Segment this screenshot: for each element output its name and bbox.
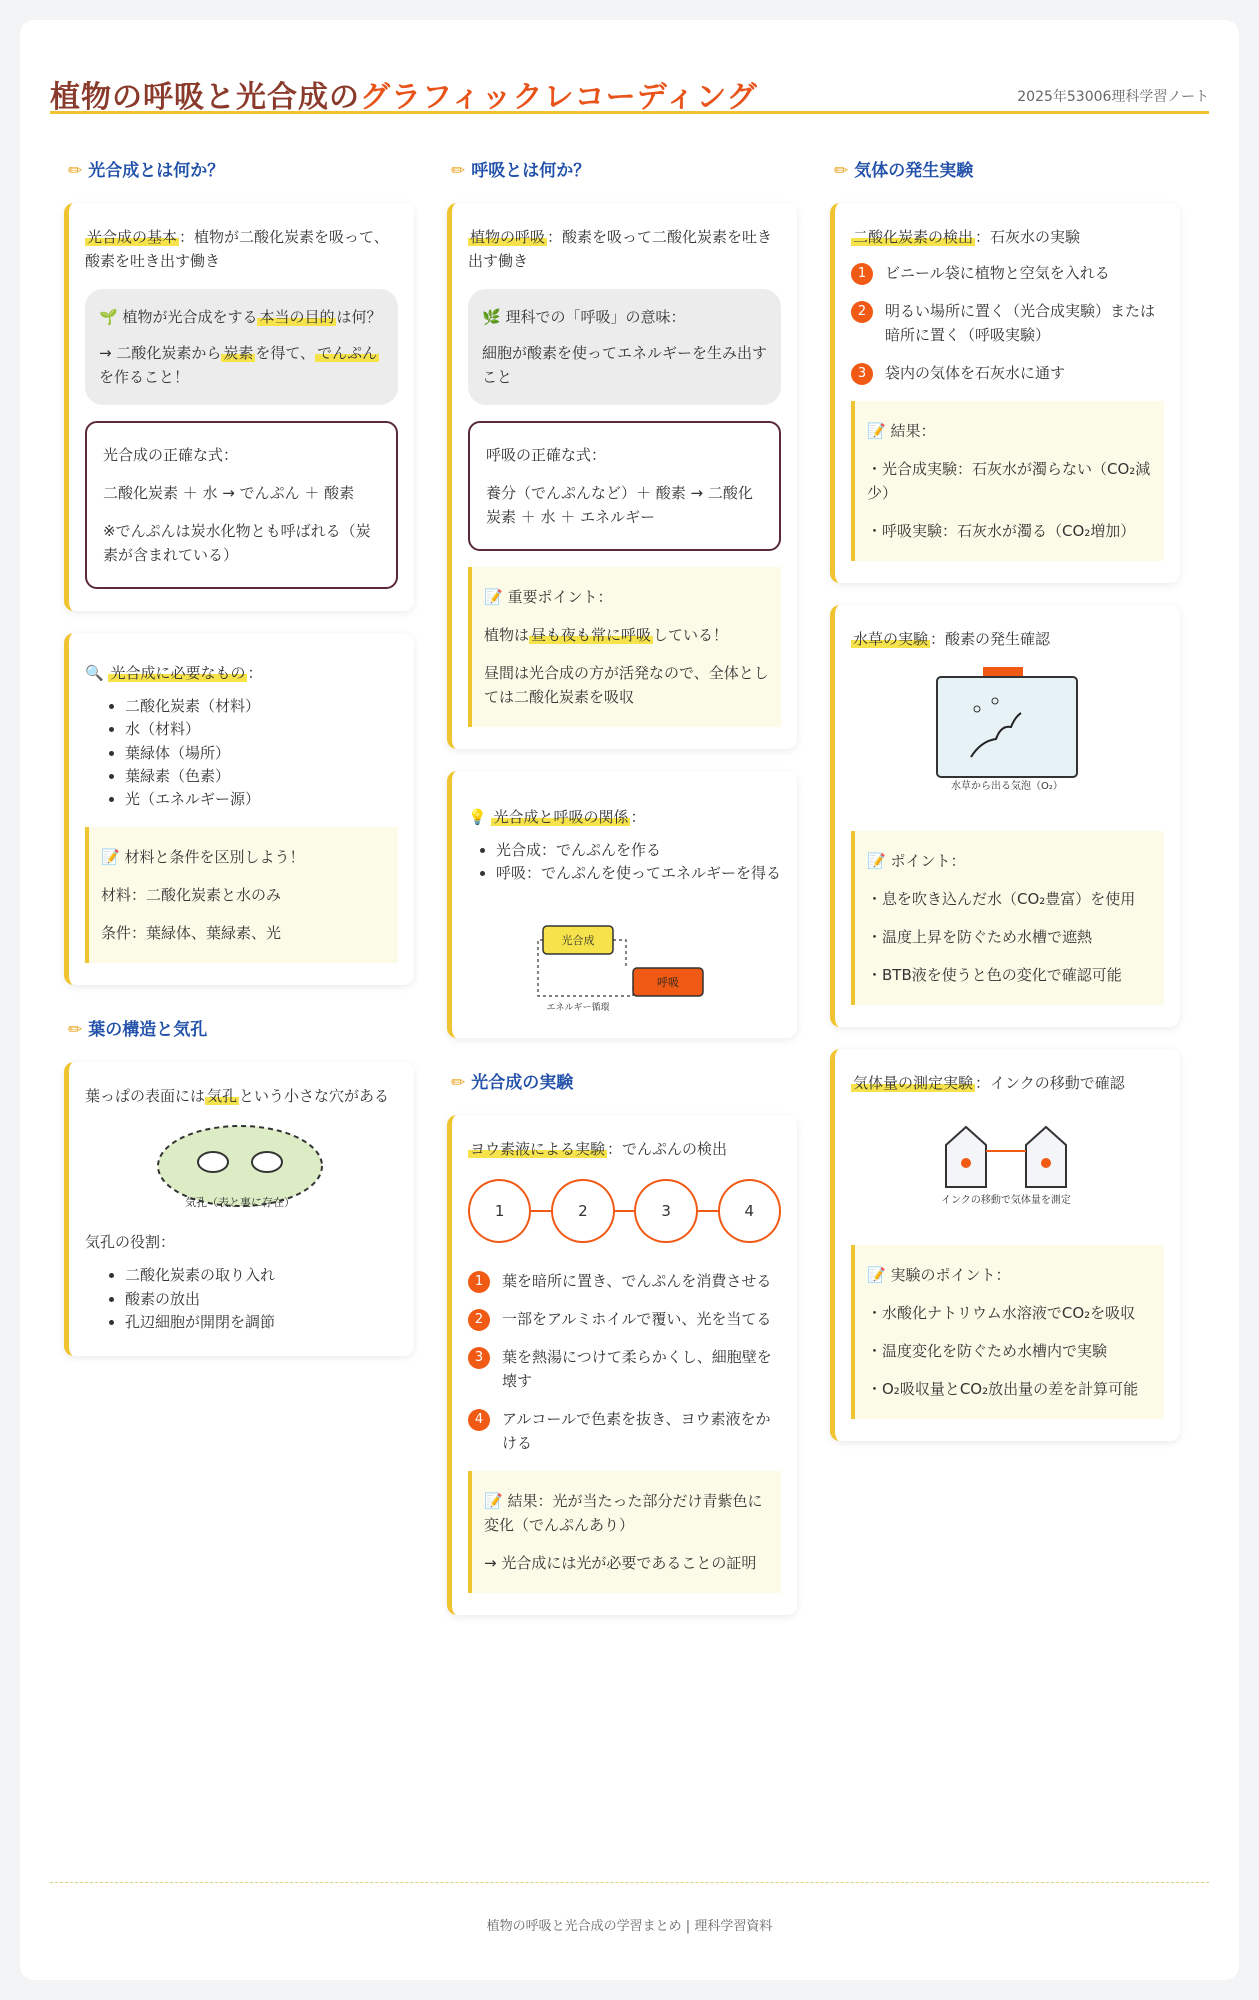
formula-box: 光合成の正確な式： 二酸化炭素 ＋ 水 → でんぷん ＋ 酸素 ※でんぷんは炭水化物とも呼ばれる（炭素が含まれている） bbox=[85, 421, 398, 589]
section-title-gas: ✏ 気体の発生実験 bbox=[834, 161, 974, 181]
speech-bubble: 🌱 植物が光合成をする 本当の目的 は何？ → 二酸化炭素から 炭素 を得て、 でんぷんを作ること！ bbox=[85, 289, 398, 405]
svg-text:呼吸: 呼吸 bbox=[657, 975, 679, 989]
list-item: • 孔辺細胞が開閉を調節 bbox=[125, 1311, 398, 1334]
note-box: 📝 ポイント： ・息を吹き込んだ水（CO₂豊富）を使用 ・温度上昇を防ぐため水槽で遮熱 ・BTB液を使うと色の変化で確認可能 bbox=[851, 831, 1164, 1005]
column-3 bbox=[830, 140, 1180, 1463]
list-item: • 葉緑素（色素） bbox=[125, 765, 398, 788]
note-box: 📝 結果：光が当たった部分だけ青紫色に変化（でんぷんあり） → 光合成には光が必要であることの証明 bbox=[468, 1471, 781, 1593]
lead-text: 水草の実験 ：酸素の発生確認 bbox=[853, 630, 1051, 648]
step-item: 2 一部をアルミホイルで覆い、光を当てる bbox=[468, 1307, 781, 1331]
svg-text:エネルギー循環: エネルギー循環 bbox=[546, 1002, 610, 1013]
formula-box: 呼吸の正確な式： 養分（でんぷんなど）＋ 酸素 → 二酸化炭素 ＋ 水 ＋ エネルギー bbox=[468, 421, 781, 551]
column-1 bbox=[64, 140, 414, 1378]
step-circle: 4 bbox=[718, 1179, 781, 1243]
magnifier-icon: 🔍 bbox=[85, 664, 104, 682]
note-box: 📝 材料と条件を区別しよう！ 材料：二酸化炭素と水のみ 条件：葉緑体、葉緑素、光 bbox=[85, 827, 398, 963]
step-circle: 2 bbox=[551, 1179, 614, 1243]
note-box: 📝 実験のポイント： ・水酸化ナトリウム水溶液でCO₂を吸収 ・温度変化を防ぐため水槽内で実験 ・O₂吸収量とCO₂放出量の差を計算可能 bbox=[851, 1245, 1164, 1419]
list-item: • 葉緑体（場所） bbox=[125, 742, 398, 765]
pencil-icon: ✏ bbox=[451, 161, 466, 181]
note-box: 📝 結果： ・光合成実験：石灰水が濁らない（CO₂減少） ・呼吸実験：石灰水が濁る（CO₂増加） bbox=[851, 401, 1164, 561]
column-2 bbox=[447, 140, 797, 1637]
footer: 植物の呼吸と光合成の学習まとめ | 理科学習資料 bbox=[50, 1882, 1209, 1934]
pencil-icon: ✏ bbox=[68, 1020, 83, 1041]
list-item: • 呼吸：でんぷんを使ってエネルギーを得る bbox=[496, 862, 781, 885]
ink-diagram bbox=[851, 1105, 1161, 1205]
pencil-icon: ✏ bbox=[834, 161, 849, 181]
title-accent: グラフィックレコーディング bbox=[360, 80, 758, 115]
lead-text: 光合成の基本 ：植物が二酸化炭素を吸って、酸素を吐き出す働き bbox=[85, 228, 389, 270]
section-title-leaf: ✏ 葉の構造と気孔 bbox=[68, 1020, 208, 1041]
lead-text: 葉っぱの表面には 気孔 という小さな穴がある bbox=[85, 1087, 390, 1106]
header bbox=[50, 50, 1209, 114]
step-item: 3 葉を熱湯につけて柔らかくし、細胞壁を壊す bbox=[468, 1345, 781, 1393]
section-title-respiration: ✏ 呼吸とは何か？ bbox=[451, 161, 591, 181]
note-box: 📝 重要ポイント： 植物は 昼も夜も常に呼吸 している！ 昼間は光合成の方が活発なので、全体としては二酸化炭素を吸収 bbox=[468, 567, 781, 727]
card-relationship bbox=[447, 771, 797, 1038]
diagram-label: 気孔（表と裏に存在） bbox=[185, 1196, 295, 1210]
step-list bbox=[468, 1269, 781, 1455]
section-title-experiment: ✏ 光合成の実験 bbox=[451, 1072, 574, 1093]
list-item: • 酸素の放出 bbox=[125, 1288, 398, 1311]
list-item: • 二酸化炭素（材料） bbox=[125, 695, 398, 718]
stomata-diagram bbox=[85, 1120, 395, 1220]
step-item: 4 アルコールで色素を抜き、ヨウ素液をかける bbox=[468, 1407, 781, 1455]
waterweed-diagram bbox=[851, 661, 1161, 791]
page-subtitle: 2025年53006理科学習ノート bbox=[1017, 89, 1209, 105]
card-gas-volume bbox=[830, 1049, 1180, 1441]
page-title: 植物の呼吸と光合成のグラフィックレコーディング bbox=[50, 80, 758, 115]
step-item: 3 袋内の気体を石灰水に通す bbox=[851, 361, 1164, 385]
cycle-diagram bbox=[468, 906, 778, 1016]
step-item: 1 ビニール袋に植物と空気を入れる bbox=[851, 261, 1164, 285]
step-circles bbox=[468, 1179, 781, 1243]
lead-text: 植物の呼吸 ：酸素を吸って二酸化炭素を吐き出す働き bbox=[468, 228, 773, 270]
svg-text:水草から出る気泡（O₂）: 水草から出る気泡（O₂） bbox=[951, 781, 1063, 791]
card-iodine-experiment bbox=[447, 1115, 797, 1615]
lead-text: 気体量の測定実験 ：インクの移動で確認 bbox=[853, 1074, 1125, 1092]
pencil-icon: ✏ bbox=[68, 161, 83, 181]
lead-text: 💡 光合成と呼吸の関係 ： bbox=[468, 808, 646, 826]
page bbox=[20, 20, 1239, 1980]
list-item: • 光合成：でんぷんを作る bbox=[496, 839, 781, 862]
lead-text: 二酸化炭素の検出 ：石灰水の実験 bbox=[853, 228, 1081, 246]
pencil-icon: ✏ bbox=[451, 1072, 466, 1093]
card-co2-detection bbox=[830, 203, 1180, 583]
list-item: • 光（エネルギー源） bbox=[125, 788, 398, 811]
card-photosynthesis-needs bbox=[64, 633, 414, 985]
lead-text: ヨウ素液による実験 ：でんぷんの検出 bbox=[470, 1139, 728, 1158]
speech-bubble: 🌿 理科での「呼吸」の意味： 細胞が酸素を使ってエネルギーを生み出すこと bbox=[468, 289, 781, 405]
list-item: • 水（材料） bbox=[125, 718, 398, 741]
lead-text: 🔍 光合成に必要なもの ： bbox=[85, 664, 263, 682]
needs-list bbox=[125, 695, 398, 811]
step-list bbox=[851, 261, 1164, 385]
list-item: • 二酸化炭素の取り入れ bbox=[125, 1264, 398, 1287]
step-circle: 1 bbox=[468, 1179, 531, 1243]
bulb-icon: 💡 bbox=[468, 808, 487, 826]
card-waterweed-experiment bbox=[830, 605, 1180, 1027]
roles-list bbox=[125, 1264, 398, 1334]
step-item: 2 明るい場所に置く（光合成実験）または暗所に置く（呼吸実験） bbox=[851, 299, 1164, 347]
step-item: 1 葉を暗所に置き、でんぷんを消費させる bbox=[468, 1269, 781, 1293]
section-title-photosynthesis: ✏ 光合成とは何か？ bbox=[68, 161, 225, 181]
svg-text:光合成: 光合成 bbox=[561, 933, 595, 947]
step-circle: 3 bbox=[634, 1179, 697, 1243]
card-respiration-basics bbox=[447, 203, 797, 749]
svg-text:インクの移動で気体量を測定: インクの移動で気体量を測定 bbox=[941, 1195, 1071, 1205]
card-leaf-structure: 葉っぱの表面には 気孔 という小さな穴がある 気孔（表と裏に存在） 気孔の役割： • 二酸化炭素の取り入れ • 酸素の放出 • 孔辺細胞が開閉を調節 bbox=[64, 1062, 414, 1356]
relation-list bbox=[496, 839, 781, 886]
card-photosynthesis-basics bbox=[64, 203, 414, 611]
